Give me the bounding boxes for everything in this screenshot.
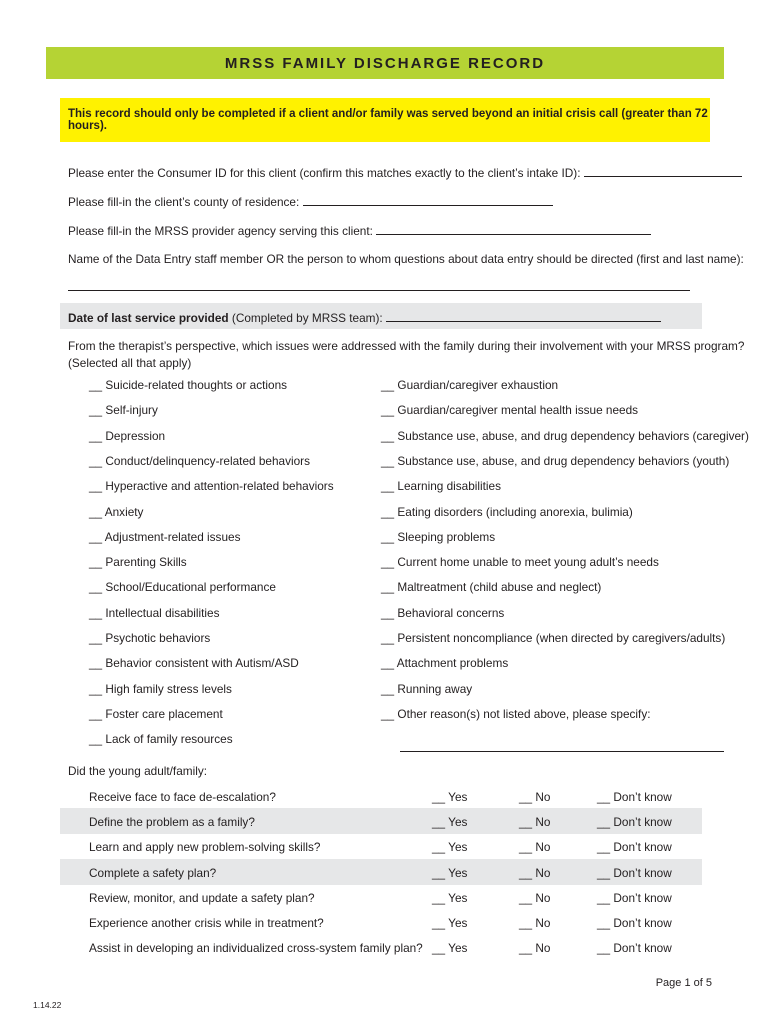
no-option[interactable]: __ No (519, 890, 551, 905)
yes-option[interactable]: __ Yes (432, 890, 468, 905)
issue-option[interactable]: __ Depression (89, 428, 166, 443)
issue-option[interactable]: __ Parenting Skills (89, 555, 187, 570)
title-bar (46, 47, 724, 79)
yes-option[interactable]: __ Yes (432, 865, 468, 880)
issue-option[interactable]: __ Attachment problems (381, 656, 509, 671)
yes-option[interactable]: __ Yes (432, 916, 468, 930)
no-option[interactable]: __ No (519, 865, 551, 880)
other-reason-field[interactable] (400, 740, 724, 752)
issue-option[interactable]: __ Adjustment-related issues (89, 529, 241, 544)
yes-option[interactable]: __ Yes (432, 790, 468, 804)
did-question: Learn and apply new problem-solving skills? (89, 840, 321, 855)
dont-know-option[interactable]: __ Don’t know (597, 916, 672, 930)
issue-option[interactable]: __ Other reason(s) not listed above, please specify: (381, 706, 651, 721)
page-number: Page 1 of 5 (655, 977, 712, 989)
agency-label: Please fill-in the MRSS provider agency serving this client: (68, 224, 373, 238)
last-service-field[interactable] (386, 310, 661, 322)
did-question: Complete a safety plan? (89, 865, 217, 880)
issue-option[interactable]: __ Lack of family resources (89, 732, 233, 747)
dont-know-option[interactable]: __ Don’t know (597, 890, 672, 905)
dont-know-option[interactable]: __ Don’t know (597, 865, 672, 880)
issue-option[interactable]: __ Foster care placement (89, 706, 223, 721)
no-option[interactable]: __ No (519, 916, 551, 930)
revision-date: 1.14.22 (33, 1000, 62, 1010)
issue-option[interactable]: __ Substance use, abuse, and drug dependency behaviors (caregiver) (381, 428, 749, 443)
issue-option[interactable]: __ Learning disabilities (381, 479, 502, 494)
issue-option[interactable]: __ School/Educational performance (89, 580, 276, 595)
did-question: Receive face to face de-escalation? (89, 790, 276, 804)
data-entry-label: Name of the Data Entry staff member OR the person to whom questions about data entry should be directed (first and last name): (68, 252, 744, 266)
other-reason-field-wrap (400, 740, 724, 755)
last-service-question (68, 310, 661, 325)
dont-know-option[interactable]: __ Don’t know (597, 815, 672, 830)
issue-option[interactable]: __ High family stress levels (89, 681, 232, 696)
no-option[interactable]: __ No (519, 840, 551, 855)
page-title: MRSS FAMILY DISCHARGE RECORD (224, 54, 546, 72)
county-field[interactable] (303, 194, 553, 206)
yes-option[interactable]: __ Yes (432, 815, 468, 830)
issue-option[interactable]: __ Persistent noncompliance (when directed by caregivers/adults) (381, 631, 726, 645)
yes-option[interactable]: __ Yes (432, 840, 468, 855)
no-option[interactable]: __ No (519, 815, 551, 830)
notice-text: This record should only be completed if a client and/or family was served beyond an initial crisis call (greater than 72 hours). (68, 108, 708, 132)
issue-option[interactable]: __ Guardian/caregiver mental health issue needs (381, 403, 639, 418)
last-service-label-bold: Date of last service provided (68, 311, 229, 325)
last-service-label: (Completed by MRSS team): (231, 311, 383, 325)
issue-option[interactable]: __ Maltreatment (child abuse and neglect) (381, 580, 602, 595)
issue-option[interactable]: __ Suicide-related thoughts or actions (89, 378, 288, 392)
issue-option[interactable]: __ Hyperactive and attention-related behaviors (89, 479, 334, 494)
notice-banner (60, 98, 710, 142)
did-question: Review, monitor, and update a safety plan? (89, 890, 315, 905)
did-question: Assist in developing an individualized cross-system family plan? (89, 941, 423, 956)
county-label: Please fill-in the client’s county of residence: (68, 195, 300, 209)
data-entry-question (68, 252, 744, 266)
agency-question (68, 223, 651, 238)
issue-option[interactable]: __ Current home unable to meet young adult’s needs (381, 555, 659, 570)
agency-field[interactable] (376, 223, 651, 235)
issue-option[interactable]: __ Intellectual disabilities (89, 605, 220, 620)
no-option[interactable]: __ No (519, 790, 551, 804)
no-option[interactable]: __ No (519, 941, 551, 956)
issue-option[interactable]: __ Psychotic behaviors (89, 631, 211, 645)
consumer-id-field[interactable] (584, 165, 742, 177)
issue-option[interactable]: __ Anxiety (89, 504, 144, 519)
dont-know-option[interactable]: __ Don’t know (597, 790, 672, 804)
consumer-id-label: Please enter the Consumer ID for this client (confirm this matches exactly to the client’s intake ID): (68, 166, 581, 180)
issues-prompt: From the therapist’s perspective, which issues were addressed with the family during their involvement with your MRSS program? (68, 339, 745, 353)
county-question (68, 194, 553, 209)
did-prompt: Did the young adult/family: (68, 764, 208, 778)
dont-know-option[interactable]: __ Don’t know (597, 840, 672, 855)
did-question: Define the problem as a family? (89, 815, 255, 830)
issue-option[interactable]: __ Self-injury (89, 403, 158, 418)
data-entry-field[interactable] (68, 290, 690, 291)
issue-option[interactable]: __ Conduct/delinquency-related behaviors (89, 453, 311, 468)
issue-option[interactable]: __ Sleeping problems (381, 529, 496, 544)
issue-option[interactable]: __ Behavioral concerns (381, 605, 505, 620)
issue-option[interactable]: __ Eating disorders (including anorexia, bulimia) (381, 504, 633, 519)
issue-option[interactable]: __ Guardian/caregiver exhaustion (381, 378, 559, 392)
consumer-id-question (68, 165, 742, 180)
issue-option[interactable]: __ Behavior consistent with Autism/ASD (89, 656, 299, 671)
dont-know-option[interactable]: __ Don’t know (597, 941, 672, 956)
issues-prompt-note: (Selected all that apply) (68, 356, 192, 370)
did-question: Experience another crisis while in treatment? (89, 916, 324, 930)
yes-option[interactable]: __ Yes (432, 941, 468, 956)
issue-option[interactable]: __ Running away (381, 681, 473, 696)
issue-option[interactable]: __ Substance use, abuse, and drug dependency behaviors (youth) (381, 453, 730, 468)
